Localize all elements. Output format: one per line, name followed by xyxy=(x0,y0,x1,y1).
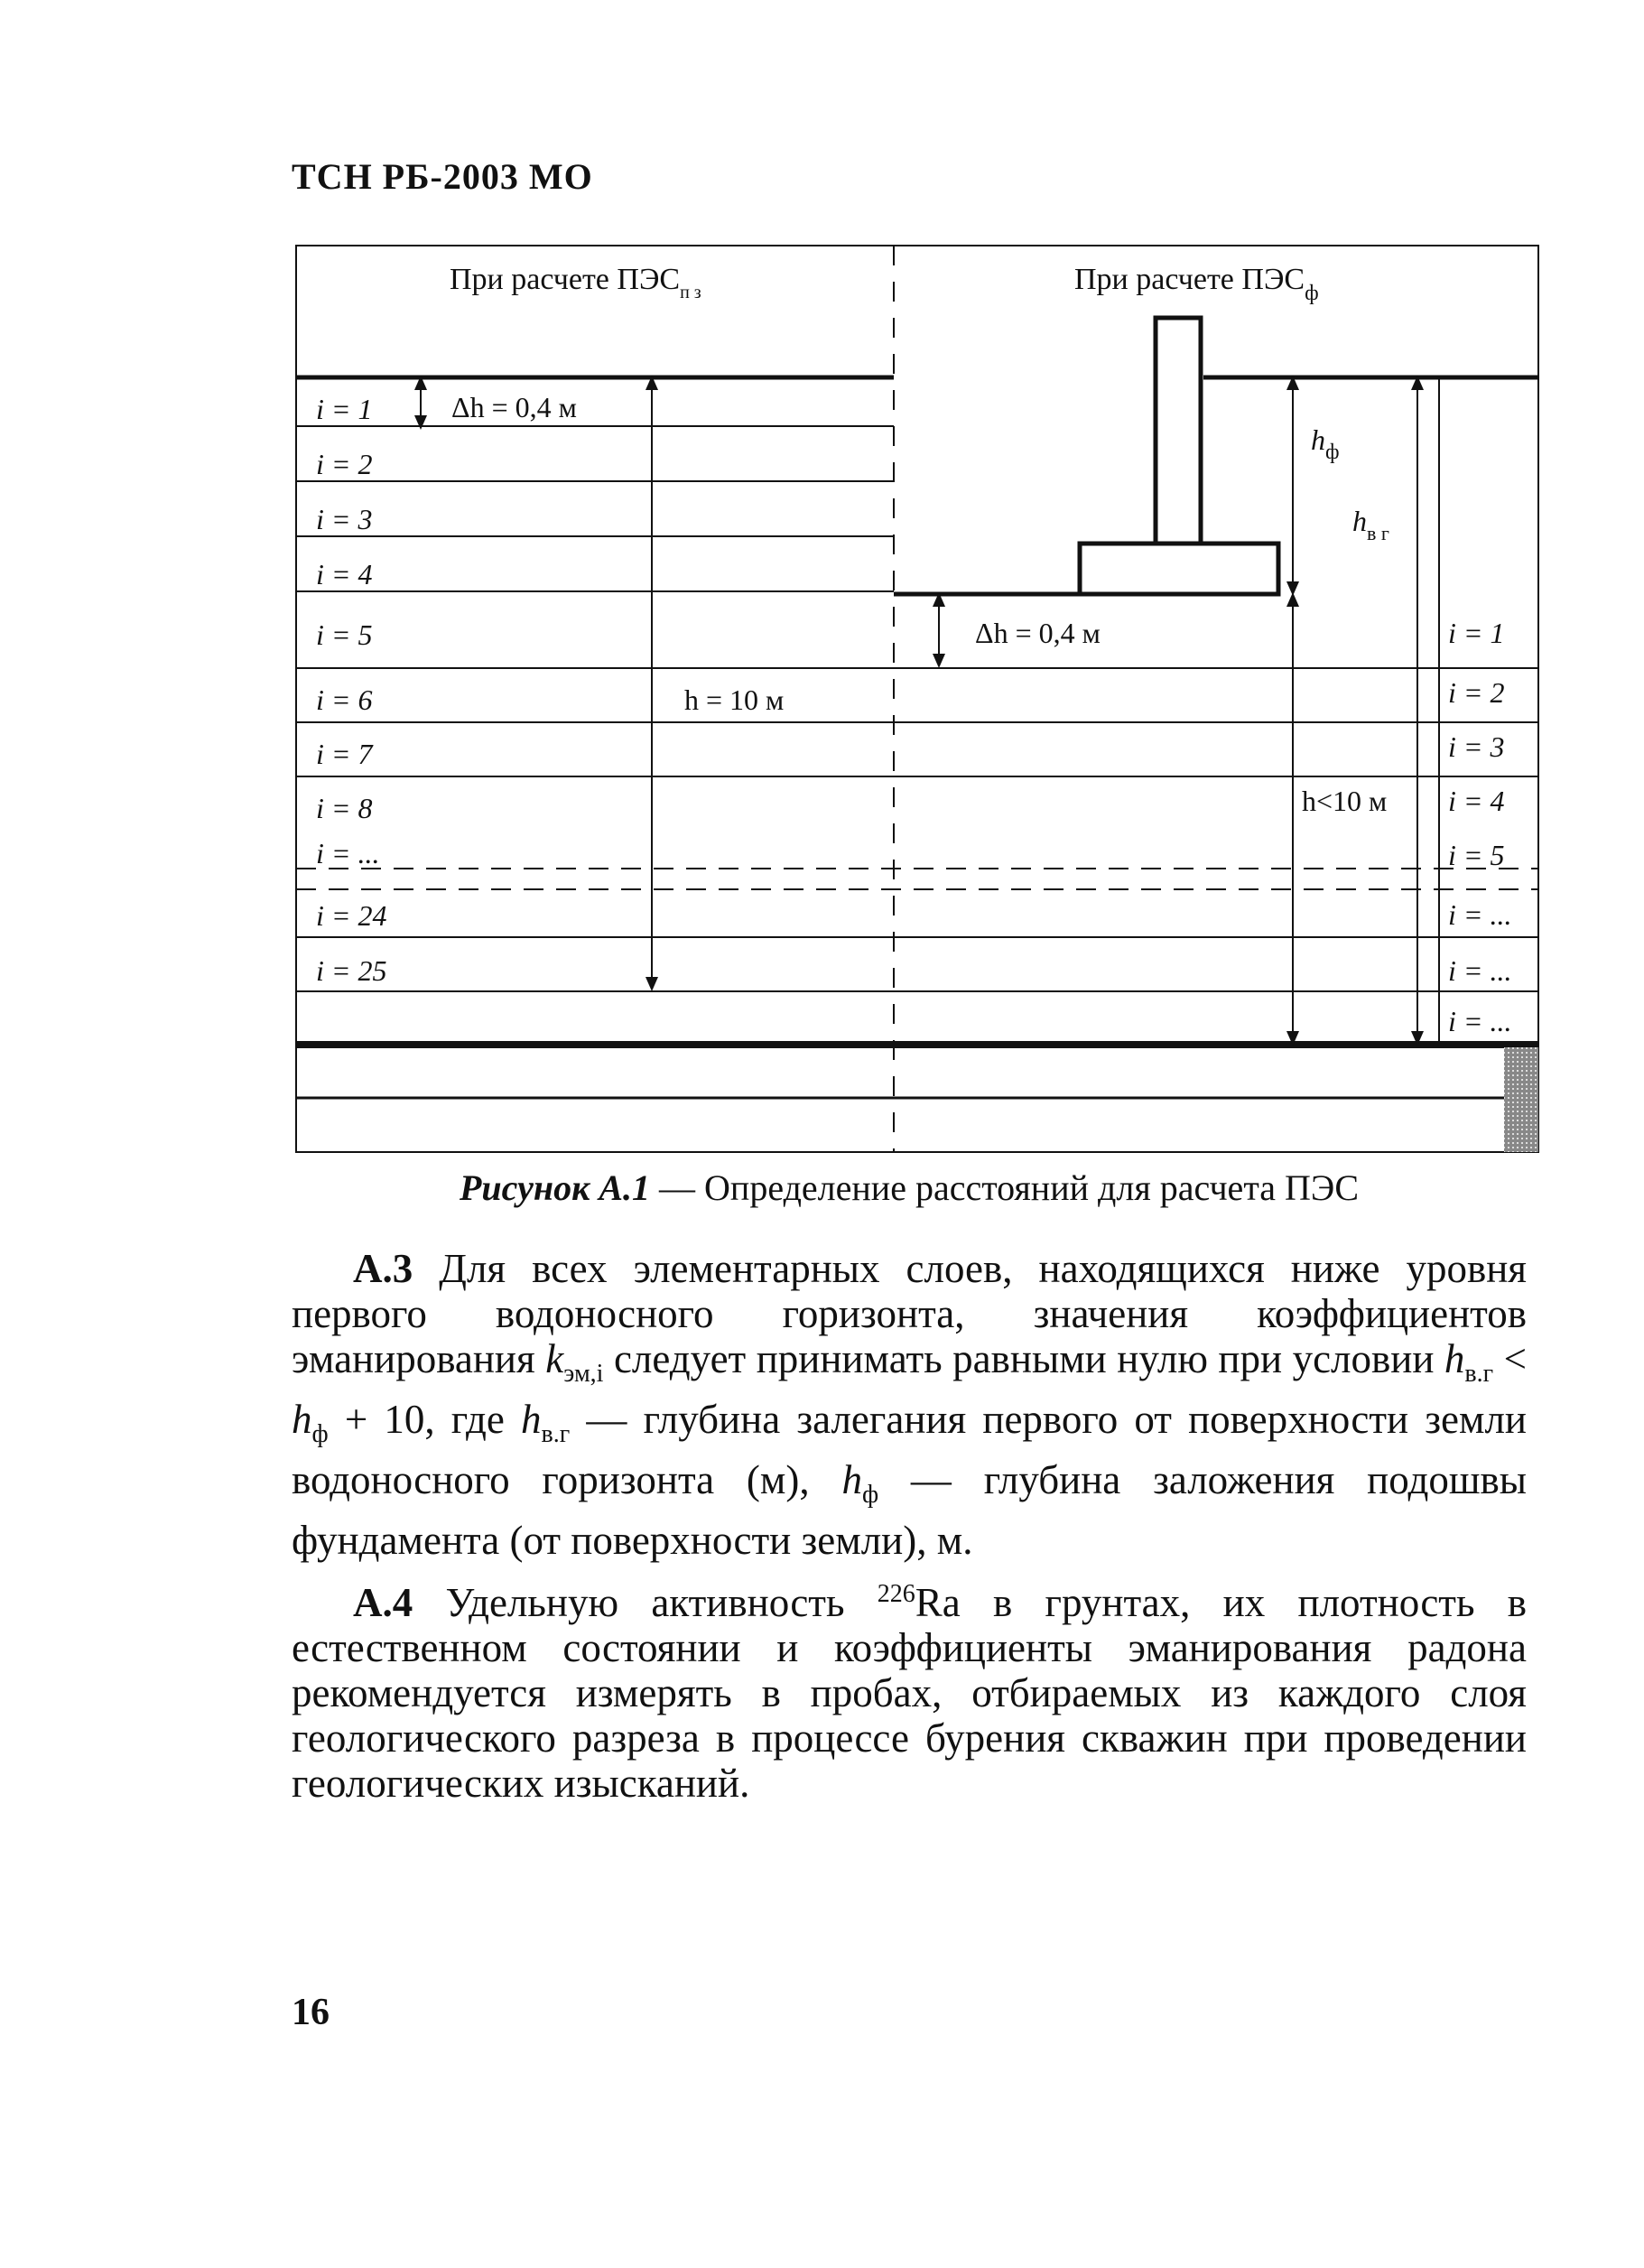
left-layer-label: i = 8 xyxy=(316,792,373,824)
right-layer-label: i = ... xyxy=(1448,954,1512,987)
left-layer-label: i = 1 xyxy=(316,393,373,425)
paragraph-a3: А.3 Для всех элементарных слоев, находящихся ниже уровня первого водоносного горизонта, значения коэффициентов эманирования $k_{эм,i}$ следует принимать равными нулю при условии $h_{в.г} < h_ф + 10$, где $h_{в.г}$ — глубина залегания первого от поверхности земли водоносного горизонта (м), $h_ф$ — глубина заложения подошвы фундамента (от поверхности земли), м. xyxy=(292,1246,1527,1563)
document-code: ТСН РБ-2003 МО xyxy=(292,156,593,197)
figure-frame xyxy=(296,246,1538,1152)
right-layer-label: i = 2 xyxy=(1448,676,1505,709)
right-title: При расчете $ПЭС_ф$ xyxy=(1074,263,1319,305)
left-layer-label: i = 5 xyxy=(316,618,373,651)
foundation-footing xyxy=(1080,544,1278,594)
dh-left-label: Δh = 0,4 м xyxy=(451,391,577,423)
caption-dash: — xyxy=(650,1167,705,1208)
caption-text: Определение расстояний для расчета ПЭС xyxy=(704,1167,1360,1208)
page-number: 16 xyxy=(292,1992,330,2033)
left-layer-label: i = ... xyxy=(316,837,380,869)
left-layer-label: i = 4 xyxy=(316,558,373,590)
right-layer-label: i = 1 xyxy=(1448,617,1505,649)
figure-caption xyxy=(292,1167,1527,1209)
h-lt-label: h<10 м xyxy=(1302,785,1388,817)
right-layer-labels xyxy=(1448,617,1511,1037)
left-layer-label: i = 2 xyxy=(316,448,373,480)
h-total-label: h = 10 м xyxy=(684,683,785,716)
caption-label: Рисунок А.1 xyxy=(459,1167,651,1208)
right-layer-label: i = ... xyxy=(1448,898,1512,931)
paragraph-a4: А.4 Удельную активность $^{226}$Ra в грунтах, их плотность в естественном состоянии и коэффициенты эманирования радона рекомендуется измерять в пробах, отбираемых из каждого слоя геологического разреза в процессе бурения скважин при проведении геологических изысканий. xyxy=(292,1580,1527,1806)
foundation-column xyxy=(1156,318,1201,544)
dashed-layer-lines xyxy=(296,869,1538,889)
left-layer-label: i = 25 xyxy=(316,954,387,987)
left-layer-label: i = 24 xyxy=(316,899,387,932)
right-layer-label: i = 4 xyxy=(1448,785,1505,817)
right-layer-lines xyxy=(894,668,1538,991)
left-layer-label: i = 6 xyxy=(316,683,373,716)
left-layer-label: i = 3 xyxy=(316,503,373,535)
body-text xyxy=(292,1246,1527,1815)
left-title: При расчете $ПЭС_{п з}$ xyxy=(450,263,701,302)
right-layer-label: i = 3 xyxy=(1448,730,1505,763)
hf-label: $h_ф$ xyxy=(1311,423,1340,464)
hvg-label: $h_{в г}$ xyxy=(1352,505,1389,544)
right-layer-label: i = 5 xyxy=(1448,839,1505,871)
left-layer-label: i = 7 xyxy=(316,738,373,770)
hatched-edge xyxy=(1504,1047,1538,1152)
dh-right-label: Δh = 0,4 м xyxy=(975,617,1101,649)
right-layer-label: i = ... xyxy=(1448,1005,1512,1037)
